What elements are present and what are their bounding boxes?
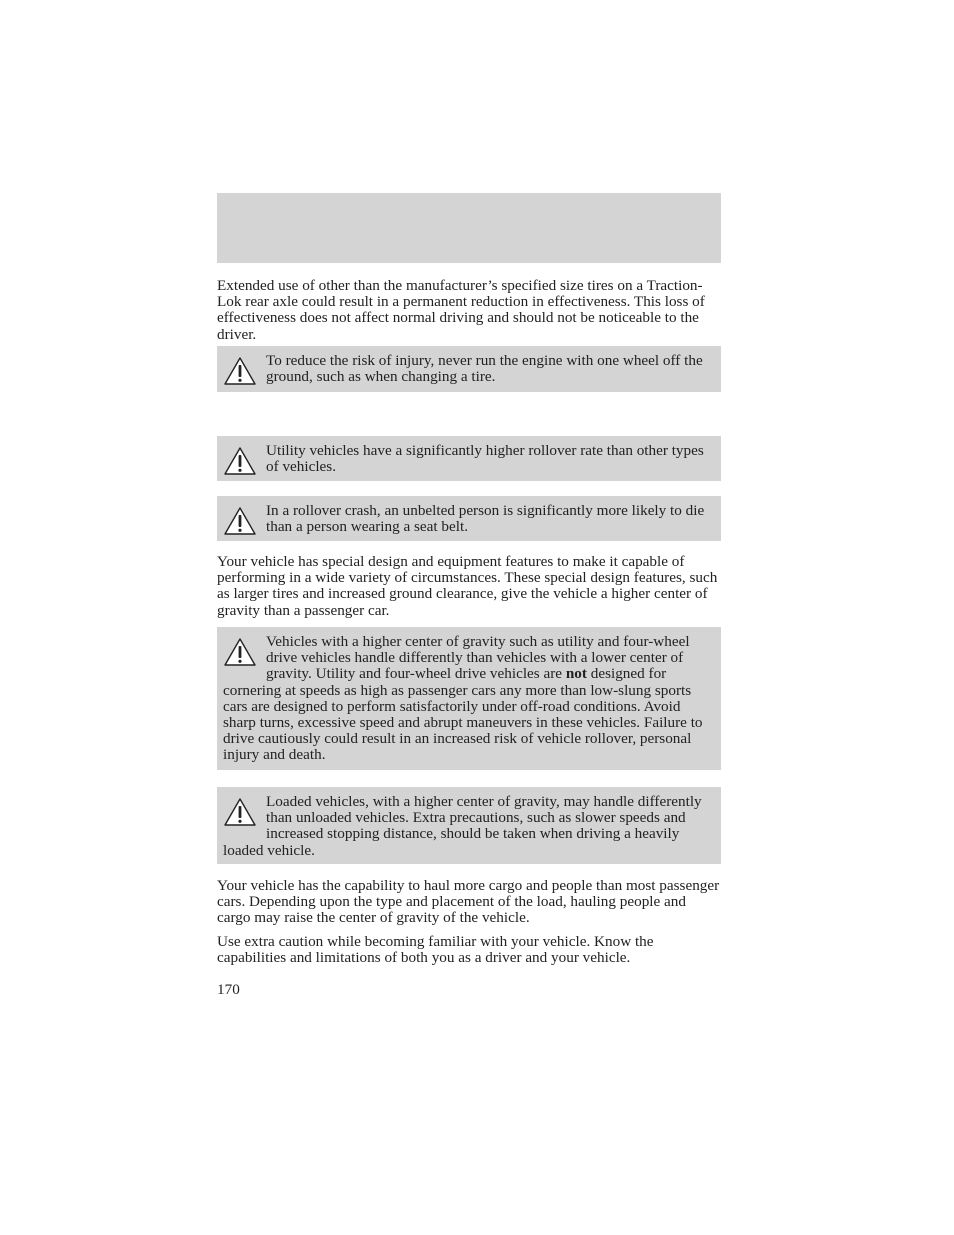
warning-triangle-icon (223, 506, 257, 536)
paragraph-design-features: Your vehicle has special design and equipment features to make it capable of performing in a wide variety of circumstances. These special design features, such as larger tires and increased ground clearance, give the vehicle a higher center of gravity than a passenger car. (217, 553, 718, 619)
warning-box-seatbelt (217, 496, 721, 541)
warning-box-loaded-vehicles (217, 787, 721, 864)
page-number: 170 (217, 981, 240, 998)
paragraph-extra-caution: Use extra caution while becoming familiar with your vehicle. Know the capabilities and limitations of both you as a driver and your vehicle. (217, 933, 654, 967)
warning-text-center-of-gravity: Vehicles with a higher center of gravity such as utility and four-wheel drive vehicles handle differently than vehicles with a lower center of gravity. Utility and four-wheel drive vehicles are not designed for cornering at speeds as high as passenger cars any more than low-slung sports cars are designed to perform satisfactorily under off-road conditions. Avoid sharp turns, excessive speed and abrupt maneuvers in these vehicles. Failure to drive cautiously could result in an increased risk of vehicle rollover, personal injury and death. (223, 633, 703, 764)
emphasis-not: not (565, 665, 587, 683)
section-header-band (217, 193, 721, 263)
warning-triangle-icon (223, 356, 257, 386)
warning-text-wheel: To reduce the risk of injury, never run the engine with one wheel off the ground, such as when changing a tire. (266, 352, 703, 386)
warning-box-center-of-gravity (217, 627, 721, 770)
paragraph-traction-lok: Extended use of other than the manufacturer’s specified size tires on a Traction-Lok rear axle could result in a permanent reduction in effectiveness. This loss of effectiveness does not affect normal driving and should not be noticeable to the driver. (217, 277, 705, 343)
warning-text-seatbelt: In a rollover crash, an unbelted person is significantly more likely to die than a person wearing a seat belt. (266, 502, 705, 536)
warning-text-rollover-rate: Utility vehicles have a significantly higher rollover rate than other types of vehicles. (266, 442, 704, 476)
paragraph-cargo-capability: Your vehicle has the capability to haul more cargo and people than most passenger cars. Depending upon the type and placement of the load, hauling people and cargo may raise the center of gravity of the vehicle. (217, 877, 720, 927)
warning-triangle-icon (223, 637, 257, 667)
warning-box-wheel (217, 346, 721, 392)
warning-text-loaded-vehicles: Loaded vehicles, with a higher center of gravity, may handle differently than unloaded vehicles. Extra precautions, such as slower speeds and increased stopping distance, should be taken when driving a heavily loaded vehicle. (223, 793, 702, 859)
warning-triangle-icon (223, 797, 257, 827)
warning-triangle-icon (223, 446, 257, 476)
warning-box-rollover-rate (217, 436, 721, 481)
